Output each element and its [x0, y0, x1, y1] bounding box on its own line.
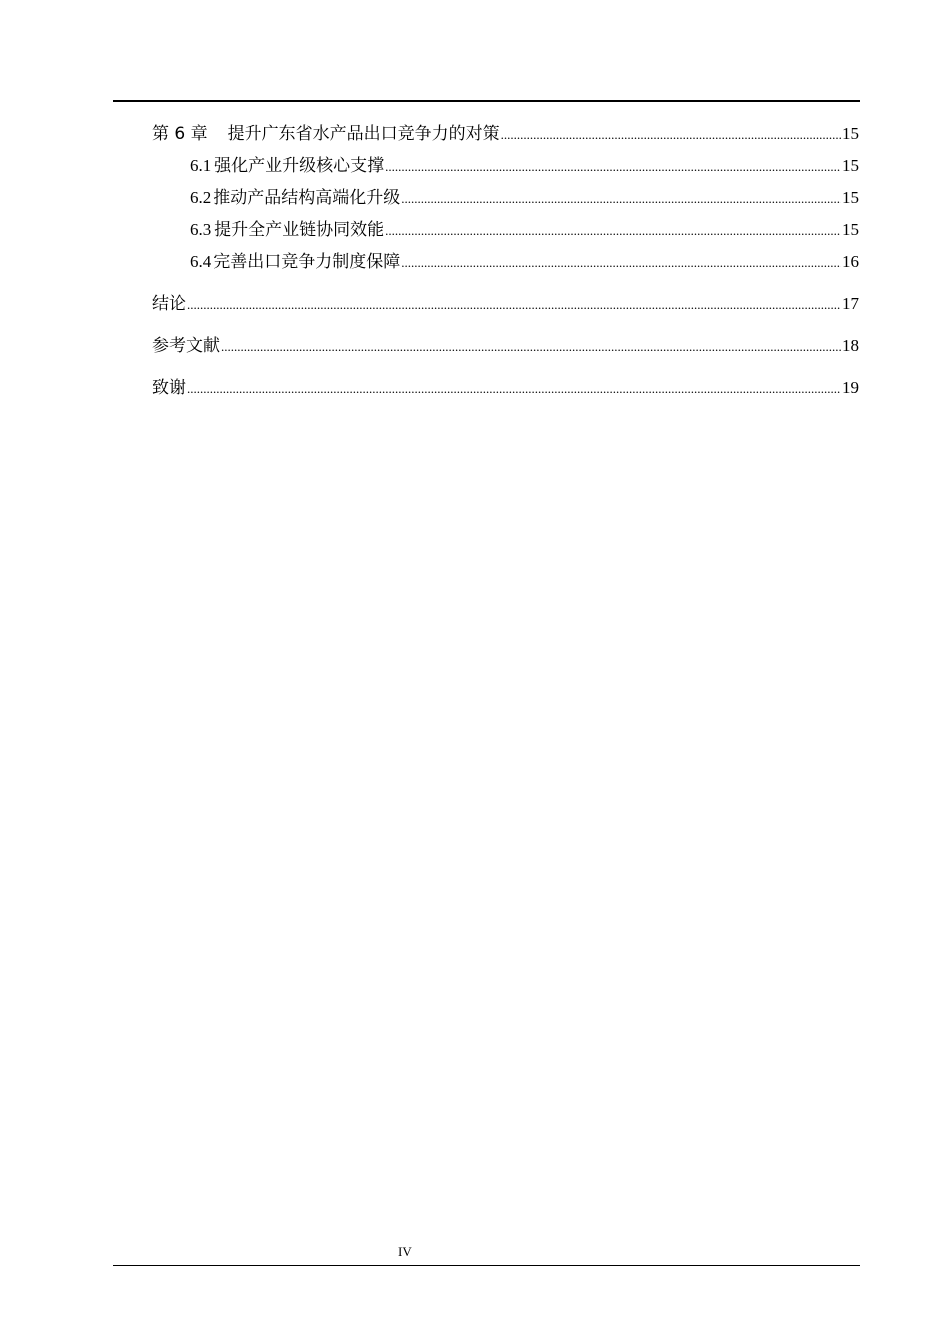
toc-acknowledgements[interactable] — [152, 372, 859, 404]
toc-section-title: 推动产品结构高端化升级 — [213, 188, 401, 207]
toc-section-number: 6.3 — [190, 220, 212, 239]
toc-page-number: 15 — [842, 156, 859, 175]
toc-page-number: 16 — [842, 252, 859, 271]
toc-leader-dots — [401, 183, 841, 215]
toc-page-number: 15 — [842, 124, 859, 143]
toc-leader-dots — [385, 151, 841, 183]
table-of-contents — [152, 118, 859, 404]
toc-section-6-3[interactable] — [152, 214, 859, 246]
toc-section-title: 完善出口竞争力制度保障 — [213, 252, 401, 271]
toc-section-number: 6.2 — [190, 188, 212, 207]
toc-leader-dots — [385, 215, 841, 247]
toc-section-6-2[interactable] — [152, 182, 859, 214]
footer-page-number: IV — [398, 1244, 412, 1259]
toc-entry-title: 参考文献 — [152, 336, 220, 356]
toc-entry-title: 致谢 — [152, 378, 186, 398]
toc-leader-dots — [501, 119, 841, 151]
toc-entry-title: 结论 — [152, 294, 186, 314]
toc-page-number: 17 — [842, 294, 859, 313]
toc-chapter-title: 提升广东省水产品出口竞争力的对策 — [227, 124, 500, 144]
toc-section-number: 6.1 — [190, 156, 212, 175]
toc-leader-dots — [221, 331, 841, 363]
toc-section-title: 提升全产业链协同效能 — [214, 220, 385, 239]
toc-chapter-number: 第 6 章 — [152, 124, 208, 144]
toc-conclusion[interactable] — [152, 288, 859, 320]
toc-page-number: 18 — [842, 336, 859, 355]
toc-section-6-4[interactable] — [152, 246, 859, 278]
header-rule — [113, 100, 860, 102]
toc-section-number: 6.4 — [190, 252, 212, 271]
toc-chapter-6[interactable] — [152, 118, 859, 150]
toc-page-number: 19 — [842, 378, 859, 397]
footer-rule — [113, 1265, 860, 1266]
toc-leader-dots — [187, 373, 841, 405]
toc-page-number: 15 — [842, 188, 859, 207]
toc-section-6-1[interactable] — [152, 150, 859, 182]
toc-references[interactable] — [152, 330, 859, 362]
toc-leader-dots — [187, 289, 841, 321]
toc-page-number: 15 — [842, 220, 859, 239]
toc-leader-dots — [401, 247, 841, 279]
toc-section-title: 强化产业升级核心支撑 — [214, 156, 385, 175]
